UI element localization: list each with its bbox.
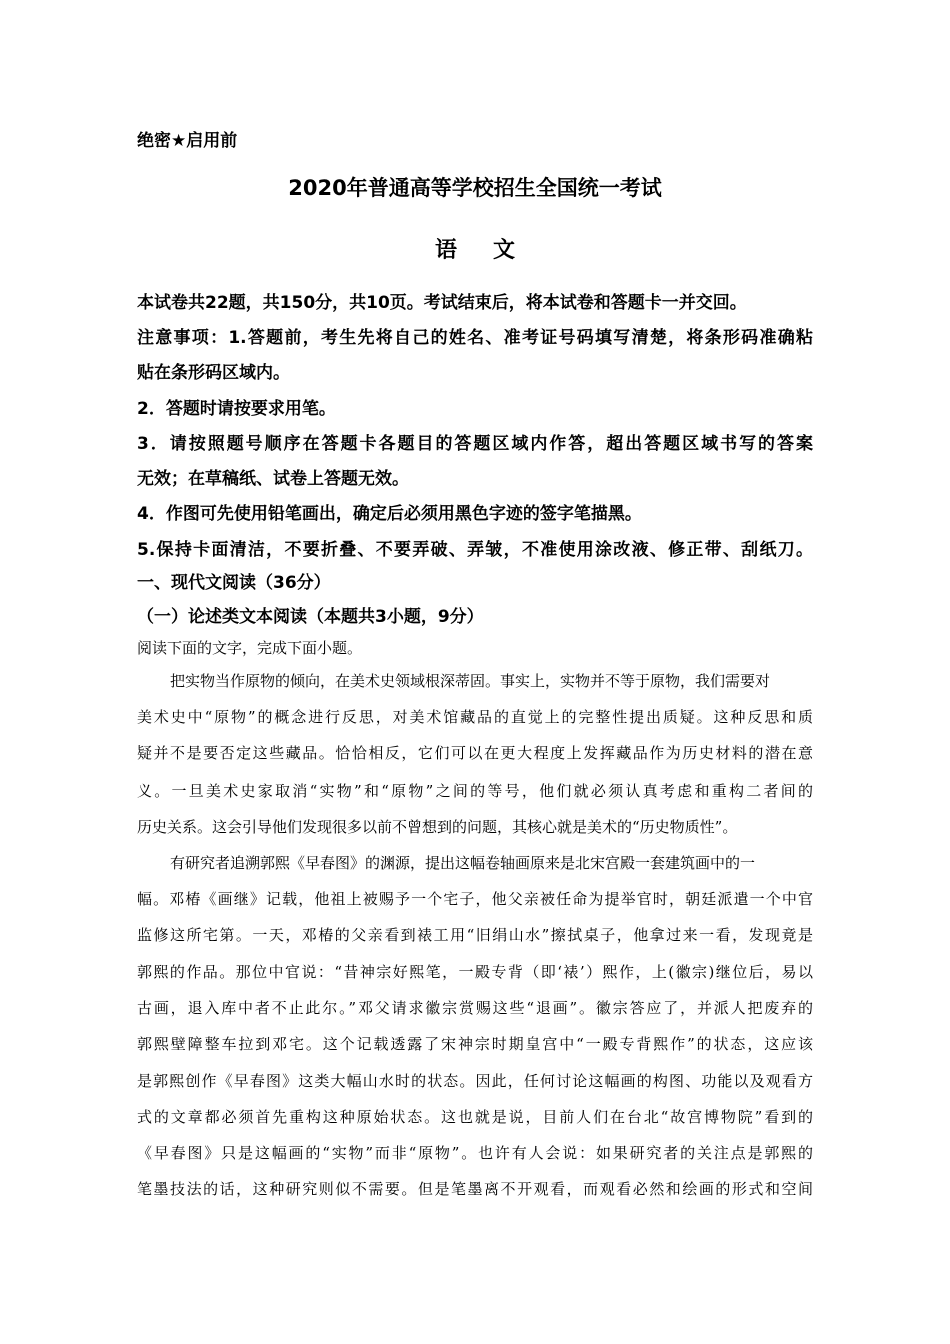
passage-line: 有研究者追溯郭熙《早春图》的渊源，提出这幅卷轴画原来是北宋宫殿一套建筑画中的一 [170, 854, 756, 872]
note-line: 2．答题时请按要求用笔。 [137, 399, 336, 419]
passage-line: 义。一旦美术史家取消“实物”和“原物”之间的等号，他们就必须认真考虑和重构二者间的 [137, 782, 813, 800]
passage-line: 《早春图》只是这幅画的“实物”而非“原物”。也许有人会说：如果研究者的关注点是郭熙的 [137, 1144, 813, 1162]
section-subheading: （一）论述类文本阅读（本题共3小题，9分） [137, 607, 484, 627]
passage-line: 式的文章都必须首先重构这种原始状态。这也就是说，目前人们在台北“故宫博物院”看到的 [137, 1108, 813, 1126]
note-line: 3．请按照题号顺序在答题卡各题目的答题区域内作答，超出答题区域书写的答案 [137, 434, 813, 454]
note-line: 注意事项：1.答题前，考生先将自己的姓名、准考证号码填写清楚，将条形码准确粘 [137, 328, 813, 348]
note-line: 贴在条形码区域内。 [137, 363, 290, 383]
passage-line: 古画，退入库中者不止此尔。”邓父请求徽宗赏赐这些“退画”。徽宗答应了，并派人把废弃的 [137, 999, 813, 1017]
passage-line: 监修这所宅第。一天，邓椿的父亲看到裱工用“旧绢山水”擦拭桌子，他拿过来一看，发现竟是 [137, 926, 813, 944]
reading-prompt: 阅读下面的文字，完成下面小题。 [137, 639, 363, 657]
passage-line: 美术史中“原物”的概念进行反思，对美术馆藏品的直觉上的完整性提出质疑。这种反思和质 [137, 708, 813, 726]
subject-title: 语文 [434, 238, 551, 263]
section-heading: 一、现代文阅读（36分） [137, 573, 331, 593]
passage-line: 是郭熙创作《早春图》这类大幅山水时的状态。因此，任何讨论这幅画的构图、功能以及观看方 [137, 1072, 813, 1090]
secret-mark: 绝密★启用前 [137, 131, 238, 151]
passage-line: 把实物当作原物的倾向，在美术史领域根深蒂固。事实上，实物并不等于原物，我们需要对 [170, 672, 771, 690]
passage-line: 郭熙壁障整车拉到邓宅。这个记载透露了宋神宗时期皇宫中“一殿专背熙作”的状态，这应该 [137, 1035, 813, 1053]
note-line: 4．作图可先使用铅笔画出，确定后必须用黑色字迹的签字笔描黑。 [137, 504, 642, 524]
passage-line: 幅。邓椿《画继》记载，他祖上被赐予一个宅子，他父亲被任命为提举官时，朝廷派遣一个中官 [137, 890, 813, 908]
passage-line: 郭熙的作品。那位中官说：“昔神宗好熙笔，一殿专背（即‘裱’）熙作，上(徽宗)继位后，易以 [137, 963, 813, 981]
passage-line: 疑并不是要否定这些藏品。恰恰相反，它们可以在更大程度上发挥藏品作为历史材料的潜在意 [137, 744, 813, 762]
exam-summary: 本试卷共22题，共150分，共10页。考试结束后，将本试卷和答题卡一并交回。 [137, 293, 747, 313]
exam-title: 2020年普通高等学校招生全国统一考试 [288, 176, 662, 200]
note-line: 5.保持卡面清洁，不要折叠、不要弄破、弄皱，不准使用涂改液、修正带、刮纸刀。 [137, 540, 813, 560]
note-line: 无效；在草稿纸、试卷上答题无效。 [137, 469, 409, 489]
passage-line: 笔墨技法的话，这种研究则似不需要。但是笔墨离不开观看，而观看必然和绘画的形式和空间 [137, 1180, 813, 1198]
passage-line: 历史关系。这会引导他们发现很多以前不曾想到的问题，其核心就是美术的“历史物质性”。 [137, 818, 738, 836]
